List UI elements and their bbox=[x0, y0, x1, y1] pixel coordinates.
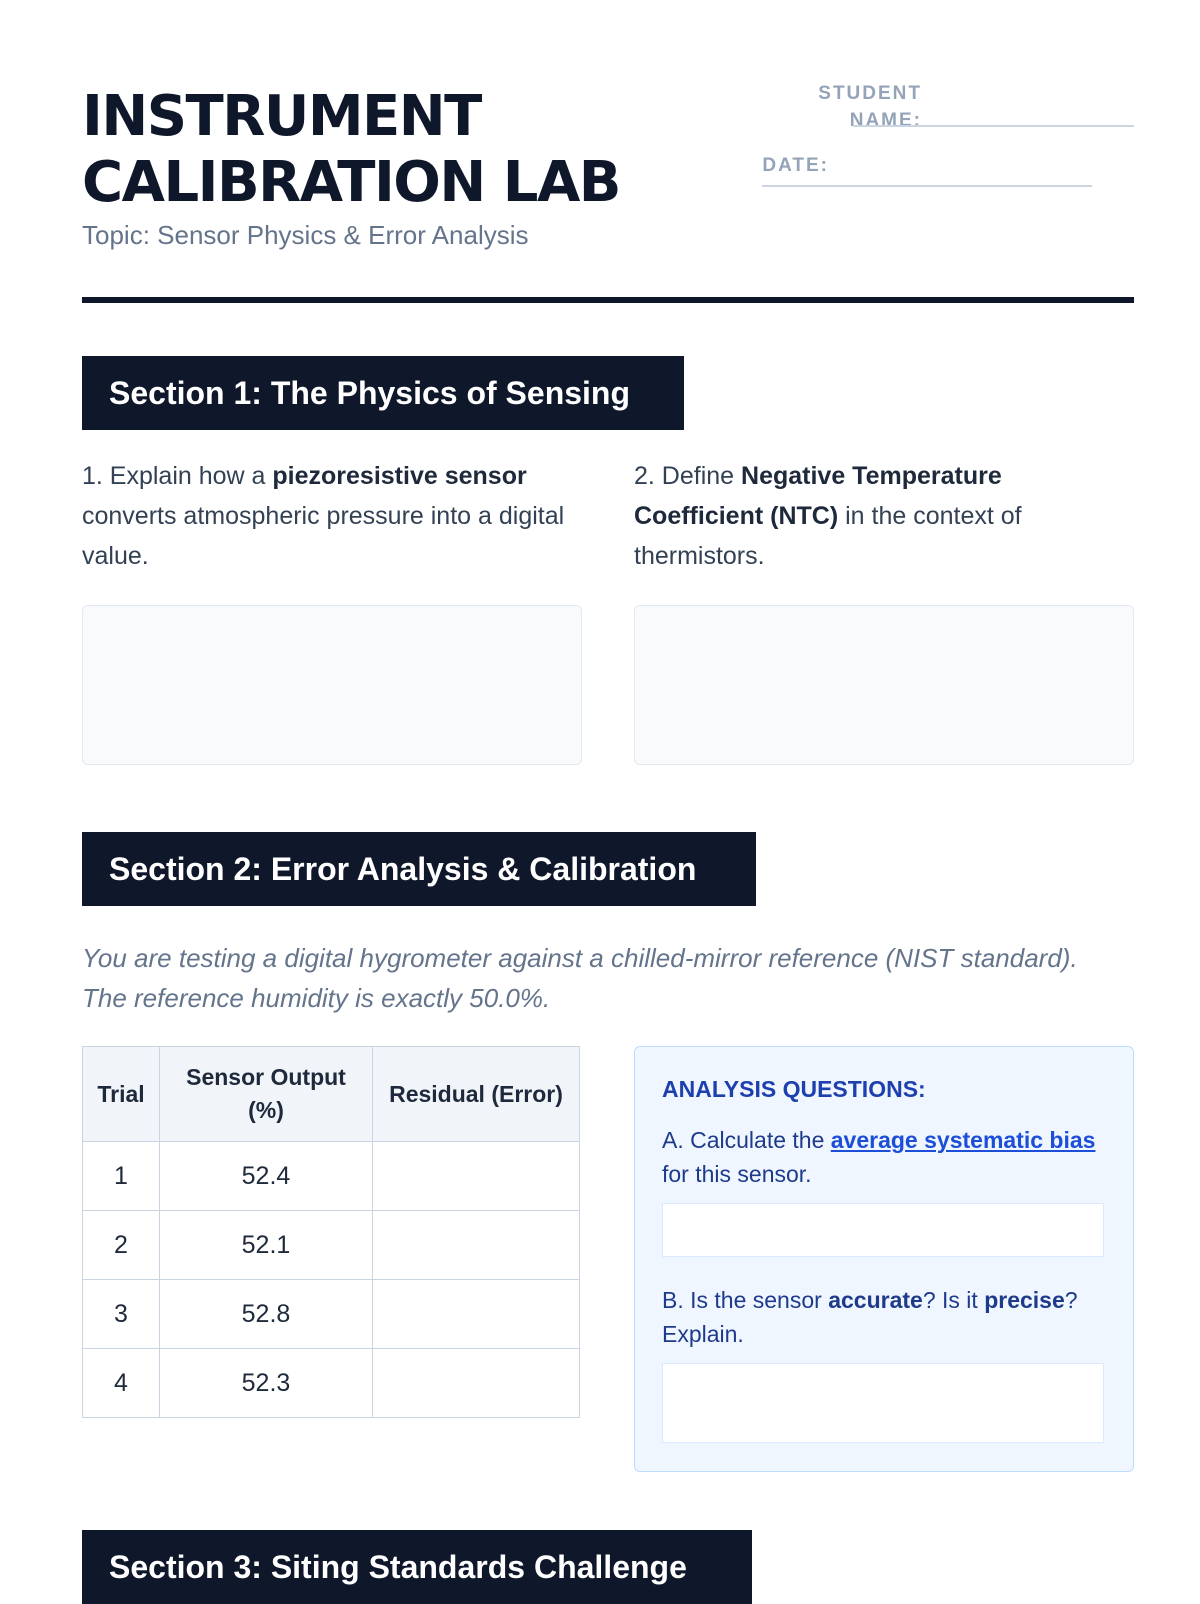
question-b-text: B. Is the sensor bbox=[662, 1287, 829, 1313]
answer-box-1[interactable] bbox=[82, 605, 582, 765]
calibration-table bbox=[82, 1046, 580, 1418]
question-2-term: Negative Temperature Coefficient (NTC) bbox=[634, 462, 1002, 530]
question-b-text-middle: ? Is it bbox=[922, 1287, 985, 1313]
column-header-trial: Trial bbox=[83, 1047, 160, 1142]
question-1 bbox=[82, 456, 582, 576]
student-name-field[interactable] bbox=[853, 125, 1134, 127]
date-field[interactable] bbox=[762, 185, 1092, 187]
precise-term: precise bbox=[984, 1287, 1065, 1313]
question-b-text-end: ? Explain. bbox=[662, 1287, 1078, 1347]
residual-cell[interactable] bbox=[373, 1349, 580, 1418]
sensor-output-cell: 52.4 bbox=[160, 1142, 373, 1211]
title-line-2: CALIBRATION LAB bbox=[82, 150, 620, 215]
scenario-text: You are testing a digital hygrometer against a chilled-mirror reference (NIST standard). The reference humidity is exactly 50.0%. bbox=[82, 943, 1078, 1013]
average-systematic-bias-link[interactable]: average systematic bias bbox=[830, 1127, 1096, 1153]
question-1-text-end: converts atmospheric pressure into a digital value. bbox=[82, 502, 565, 570]
sensor-output-cell: 52.3 bbox=[160, 1349, 373, 1418]
answer-box-2[interactable] bbox=[634, 605, 1134, 765]
analysis-questions-panel bbox=[634, 1046, 1134, 1472]
page-title bbox=[82, 84, 682, 216]
date-label: DATE: bbox=[762, 155, 829, 176]
sensor-output-cell: 52.8 bbox=[160, 1280, 373, 1349]
section-2-header: Section 2: Error Analysis & Calibration bbox=[82, 832, 756, 906]
student-name-label-line1: STUDENT bbox=[818, 83, 922, 104]
question-2-text-end: in the context of thermistors. bbox=[634, 502, 1022, 570]
question-a-text-end: for this sensor. bbox=[662, 1161, 812, 1187]
sensor-output-cell: 52.1 bbox=[160, 1211, 373, 1280]
question-1-term: piezoresistive sensor bbox=[272, 462, 527, 490]
question-1-text: 1. Explain how a bbox=[82, 462, 273, 490]
accurate-term: accurate bbox=[828, 1287, 923, 1313]
column-header-sensor-output: Sensor Output (%) bbox=[160, 1047, 373, 1142]
table-row bbox=[83, 1280, 580, 1349]
section-1-header: Section 1: The Physics of Sensing bbox=[82, 356, 684, 430]
table-row bbox=[83, 1211, 580, 1280]
section-3-header: Section 3: Siting Standards Challenge bbox=[82, 1530, 752, 1604]
topic-subtitle: Topic: Sensor Physics & Error Analysis bbox=[82, 220, 529, 250]
student-name-label-line2: NAME: bbox=[849, 110, 922, 131]
residual-cell[interactable] bbox=[373, 1280, 580, 1349]
answer-field-a[interactable] bbox=[662, 1203, 1104, 1257]
table-row bbox=[83, 1349, 580, 1418]
title-line-1: INSTRUMENT bbox=[82, 84, 481, 149]
trial-cell: 3 bbox=[83, 1280, 160, 1349]
answer-field-b[interactable] bbox=[662, 1363, 1104, 1443]
trial-cell: 1 bbox=[83, 1142, 160, 1211]
table-header-row bbox=[83, 1047, 580, 1142]
question-2 bbox=[634, 456, 1104, 576]
residual-cell[interactable] bbox=[373, 1142, 580, 1211]
header-divider bbox=[82, 297, 1134, 303]
analysis-question-a bbox=[662, 1123, 1102, 1191]
analysis-title: ANALYSIS QUESTIONS: bbox=[662, 1076, 926, 1102]
column-header-residual: Residual (Error) bbox=[373, 1047, 580, 1142]
question-a-text: A. Calculate the bbox=[662, 1127, 831, 1153]
table-row bbox=[83, 1142, 580, 1211]
analysis-question-b bbox=[662, 1283, 1102, 1351]
trial-cell: 2 bbox=[83, 1211, 160, 1280]
residual-cell[interactable] bbox=[373, 1211, 580, 1280]
worksheet-page bbox=[82, 0, 1134, 1600]
trial-cell: 4 bbox=[83, 1349, 160, 1418]
question-2-text: 2. Define bbox=[634, 462, 742, 490]
